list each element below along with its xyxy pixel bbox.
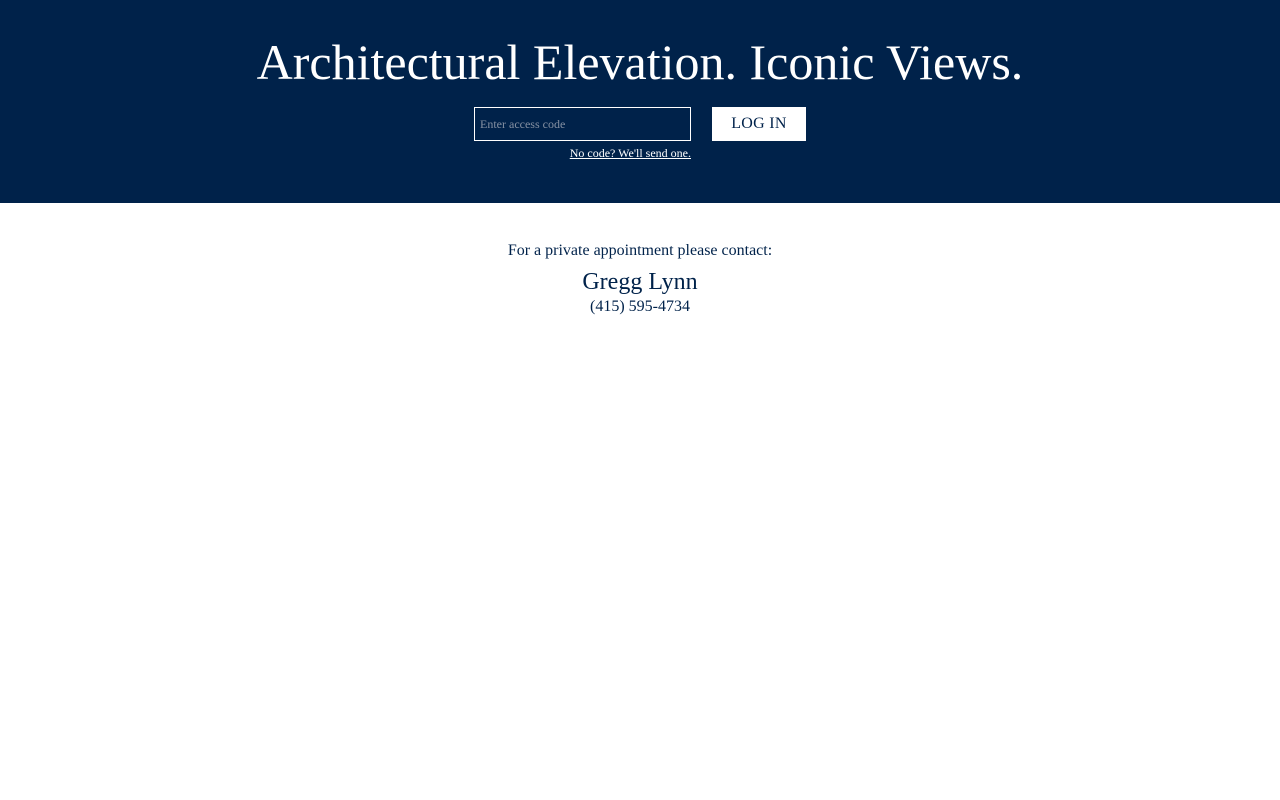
contact-intro-text: For a private appointment please contact: [507, 242, 773, 259]
contact-name: Gregg Lynn [582, 269, 698, 295]
page-headline: Architectural Elevation. Iconic Views. [256, 34, 1024, 90]
access-code-input[interactable] [474, 107, 691, 141]
hero-banner [0, 0, 1280, 203]
contact-phone: (415) 595-4734 [590, 298, 690, 315]
contact-section [0, 203, 1280, 317]
request-code-link[interactable]: No code? We'll send one. [569, 146, 691, 160]
login-button[interactable]: LOG IN [712, 107, 806, 141]
